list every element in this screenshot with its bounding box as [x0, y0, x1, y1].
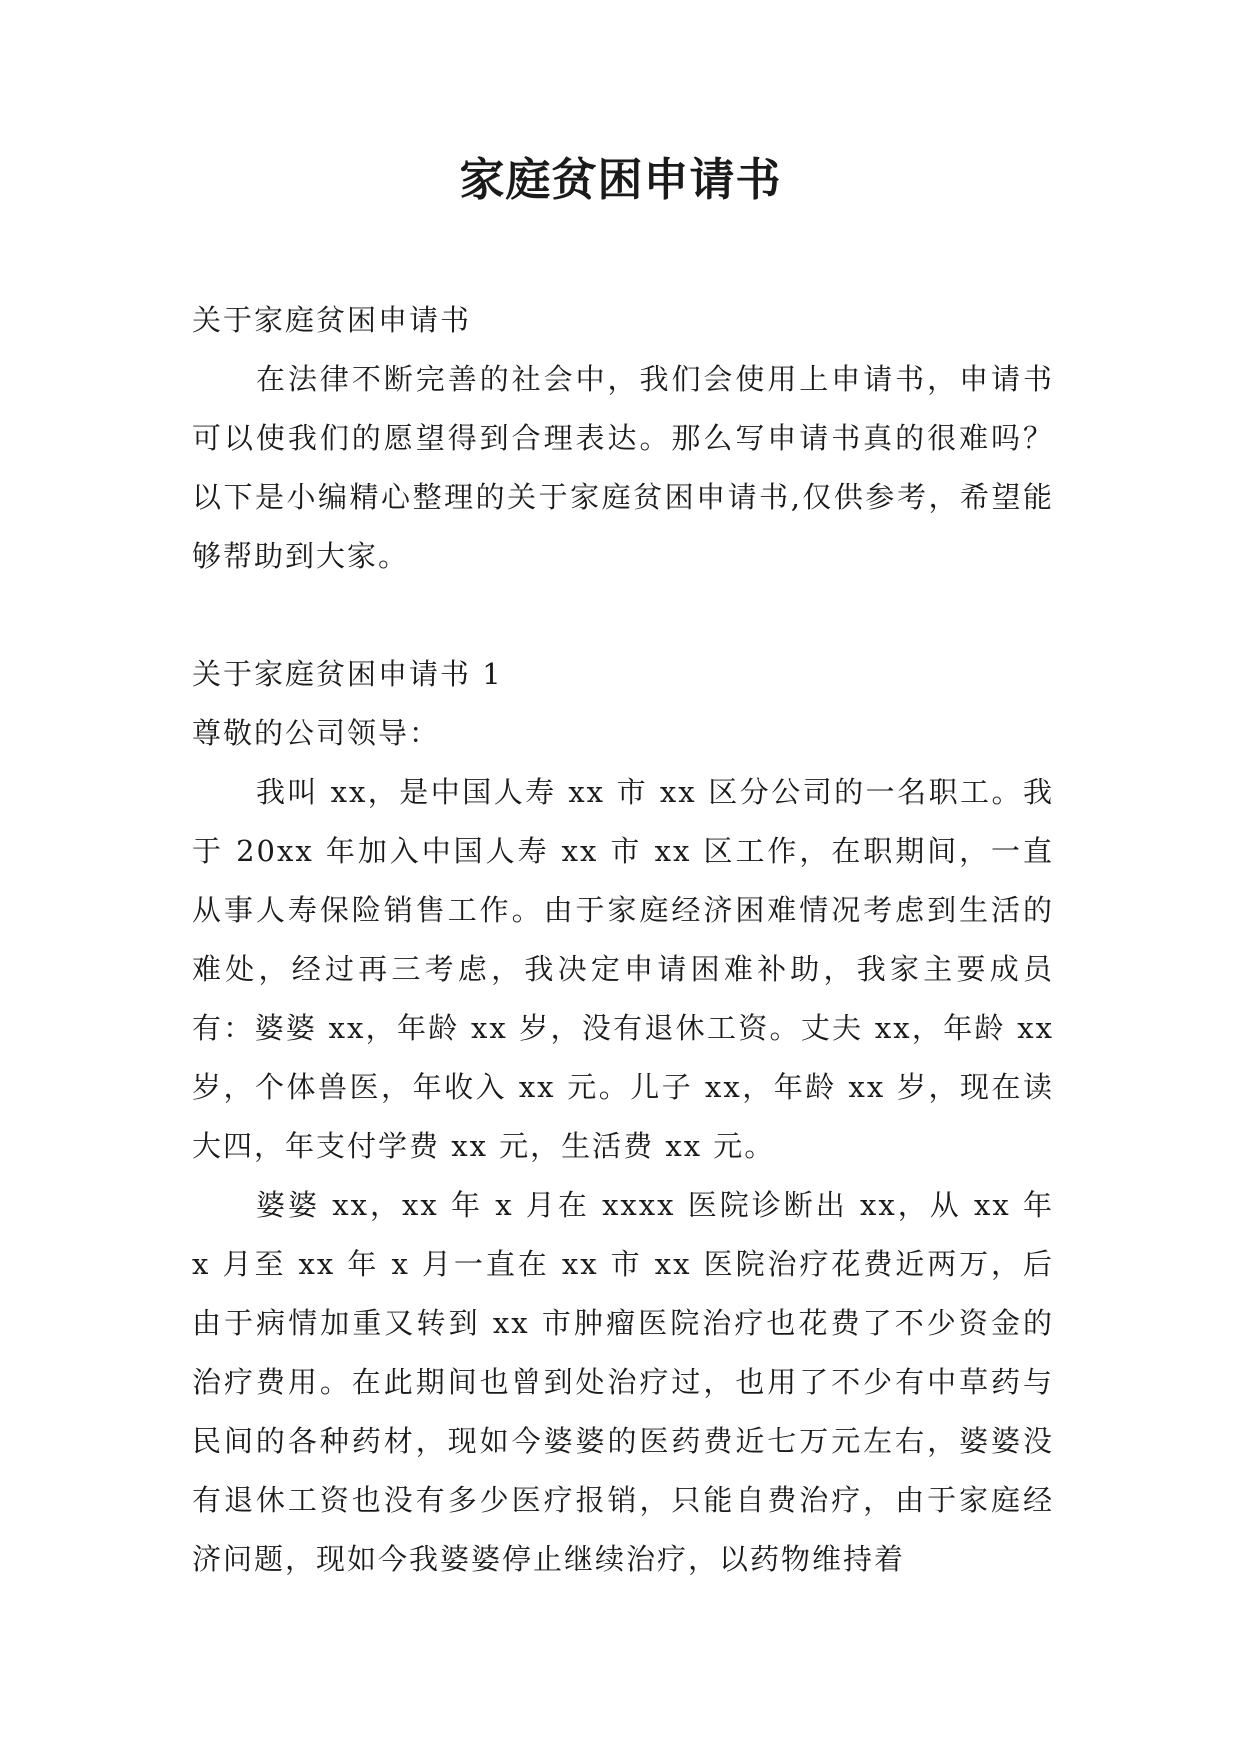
paragraph-spacer: [192, 586, 1054, 645]
intro-paragraph: 在法律不断完善的社会中，我们会使用上申请书，申请书可以使我们的愿望得到合理表达。那么写申请书真的很难吗？以下是小编精心整理的关于家庭贫困申请书,仅供参考，希望能够帮助到大家。: [192, 362, 1054, 573]
body-paragraph: 我叫 xx，是中国人寿 xx 市 xx 区分公司的一名职工。我于 20xx 年加入中国人寿 xx 市 xx 区工作，在职期间，一直从事人寿保险销售工作。由于家庭经济困难情况考虑到生活的难处，经过再三考虑，我决定申请困难补助，我家主要成员有：婆婆 xx，年龄 xx 岁，没有退休工资。丈夫 xx，年龄 xx 岁，个体兽医，年收入 xx 元。儿子 xx，年龄 xx 岁，现在读大四，年支付学费 xx 元，生活费 xx 元。: [192, 775, 1054, 1163]
document-title: 家庭贫困申请书: [459, 153, 782, 206]
section-heading: 关于家庭贫困申请书 1: [192, 657, 503, 691]
document-body: [192, 291, 1054, 1589]
body-paragraph: 婆婆 xx，xx 年 x 月在 xxxx 医院诊断出 xx，从 xx 年 x 月至 xx 年 x 月一直在 xx 市 xx 医院治疗花费近两万，后由于病情加重又转到 xx 市肿瘤医院治疗也花费了不少资金的治疗费用。在此期间也曾到处治疗过，也用了不少有中草药与民间的各种药材，现如今婆婆的医药费近七万元左右，婆婆没有退休工资也没有多少医疗报销，只能自费治疗，由于家庭经济问题，现如今我婆婆停止继续治疗，以药物维持着: [192, 1188, 1054, 1576]
salutation: 尊敬的公司领导：: [192, 716, 441, 750]
document-subtitle: 关于家庭贫困申请书: [192, 303, 472, 337]
